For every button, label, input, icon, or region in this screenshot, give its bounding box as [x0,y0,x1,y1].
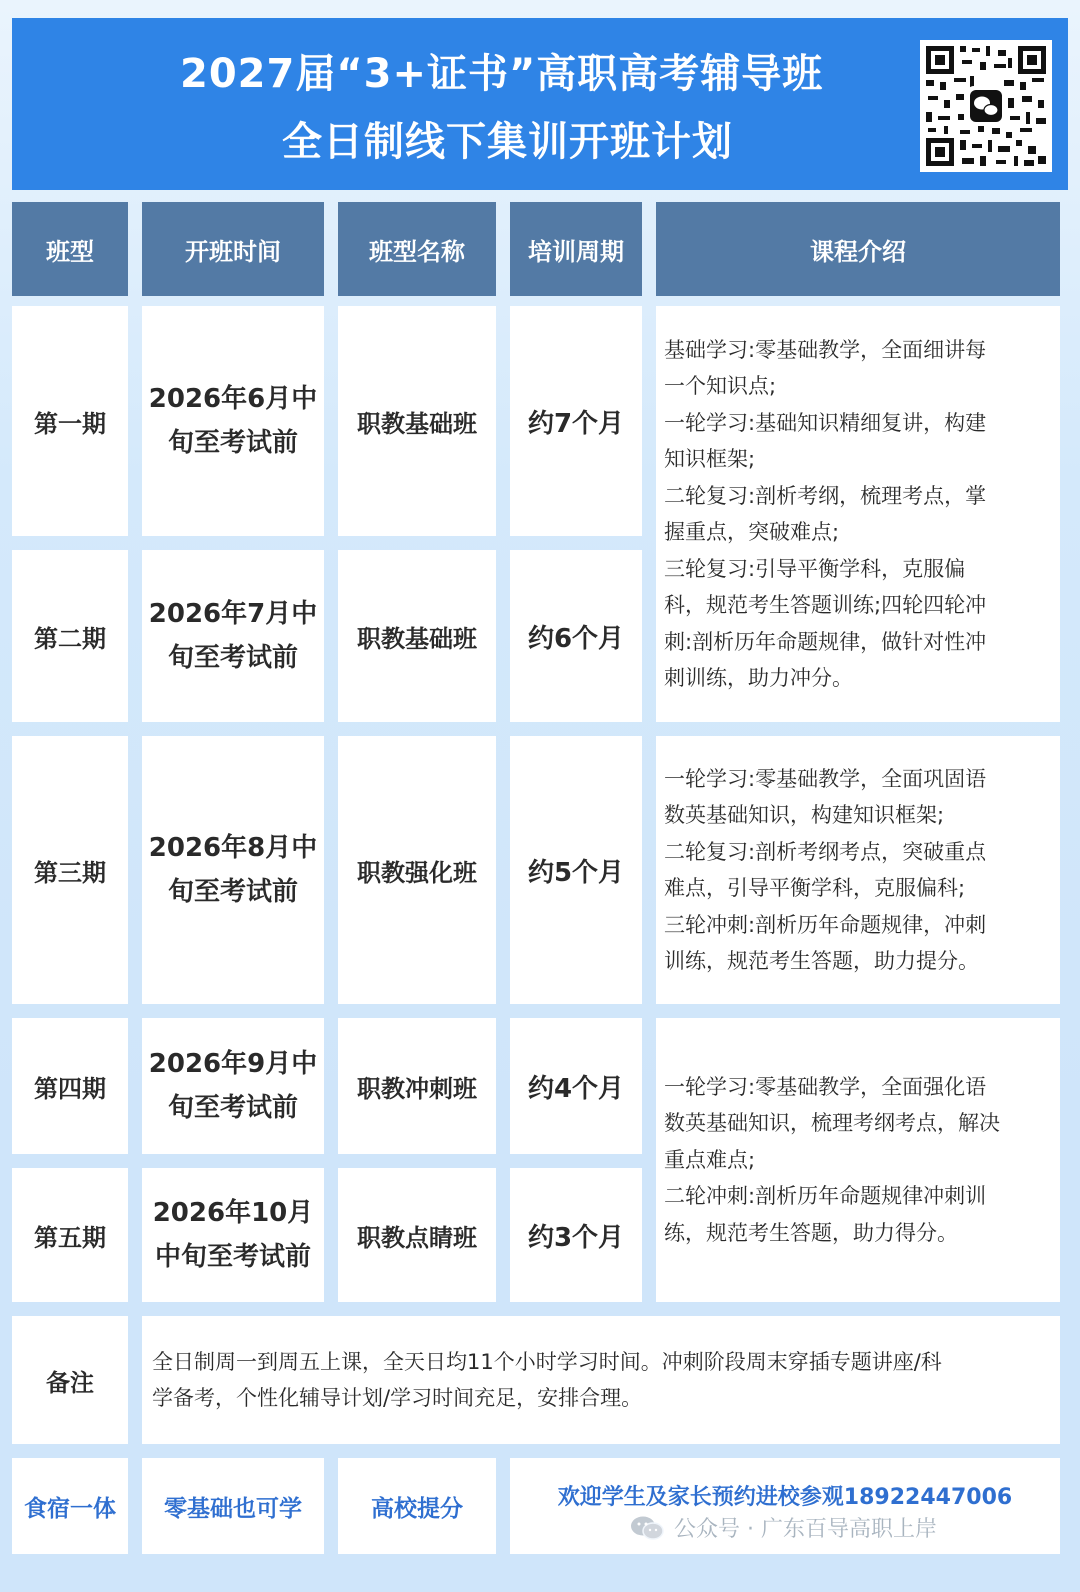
watermark-text: 公众号 · 广东百导高职上岸 [674,1517,937,1542]
remark-text: 全日制周一到周五上课，全天日均11个小时学习时间。冲刺阶段周末穿插专题讲座/科 学备考，个性化辅导计划/学习时间充足，安排合理。 [142,1316,1060,1444]
row-period: 第五期 [12,1168,128,1302]
wechat-icon [630,1515,664,1541]
page-subtitle: 全日制线下集训开班计划 [282,119,733,165]
row-period: 第四期 [12,1018,128,1154]
row-start-time: 2026年10月 中旬至考试前 [142,1168,324,1302]
course-intro-basic: 基础学习:零基础教学，全面细讲每 一个知识点; 一轮学习:基础知识精细复讲，构建 知识框架; 二轮复习:剖析考纲，梳理考点，掌 握重点，突破难点; 三轮复习:引导平衡学科，克服偏 科，规范考生答题训练;四轮四轮冲 刺:剖析历年命题规律，做针对性冲 刺训练，助力冲分。 [656,306,1060,722]
row-duration: 约5个月 [510,736,642,1004]
row-duration: 约7个月 [510,306,642,536]
row-start-time: 2026年8月中 旬至考试前 [142,736,324,1004]
footer-visit-contact[interactable]: 欢迎学生及家长预约进校参观18922447006 [510,1458,1060,1554]
header-class-type: 班型 [12,202,128,296]
course-intro-intensive: 一轮学习:零基础教学，全面巩固语 数英基础知识，构建知识框架; 二轮复习:剖析考纲考点，突破重点 难点，引导平衡学科，克服偏科; 三轮冲刺:剖析历年命题规律，冲刺 训练，规范考生答题，助力提分。 [656,736,1060,1004]
header-start-time: 开班时间 [142,202,324,296]
row-period: 第二期 [12,550,128,722]
row-class-name: 职教基础班 [338,306,496,536]
row-start-time: 2026年6月中 旬至考试前 [142,306,324,536]
footer-board-lodging: 食宿一体 [12,1458,128,1554]
row-period: 第一期 [12,306,128,536]
row-class-name: 职教冲刺班 [338,1018,496,1154]
row-period: 第三期 [12,736,128,1004]
header-class-name: 班型名称 [338,202,496,296]
row-class-name: 职教点睛班 [338,1168,496,1302]
page-title: 2027届“3+证书”高职高考辅导班 [180,51,824,97]
header-duration: 培训周期 [510,202,642,296]
row-duration: 约4个月 [510,1018,642,1154]
footer-score-boost: 高校提分 [338,1458,496,1554]
row-start-time: 2026年9月中 旬至考试前 [142,1018,324,1154]
row-duration: 约3个月 [510,1168,642,1302]
row-class-name: 职教强化班 [338,736,496,1004]
watermark [630,1512,937,1543]
header-course-intro: 课程介绍 [656,202,1060,296]
row-class-name: 职教基础班 [338,550,496,722]
row-duration: 约6个月 [510,550,642,722]
remark-label: 备注 [12,1316,128,1444]
row-start-time: 2026年7月中 旬至考试前 [142,550,324,722]
course-intro-sprint: 一轮学习:零基础教学，全面强化语 数英基础知识，梳理考纲考点，解决 重点难点; 二轮冲刺:剖析历年命题规律冲刺训 练，规范考生答题，助力得分。 [656,1018,1060,1302]
qr-code-icon [920,40,1052,172]
footer-zero-basis: 零基础也可学 [142,1458,324,1554]
